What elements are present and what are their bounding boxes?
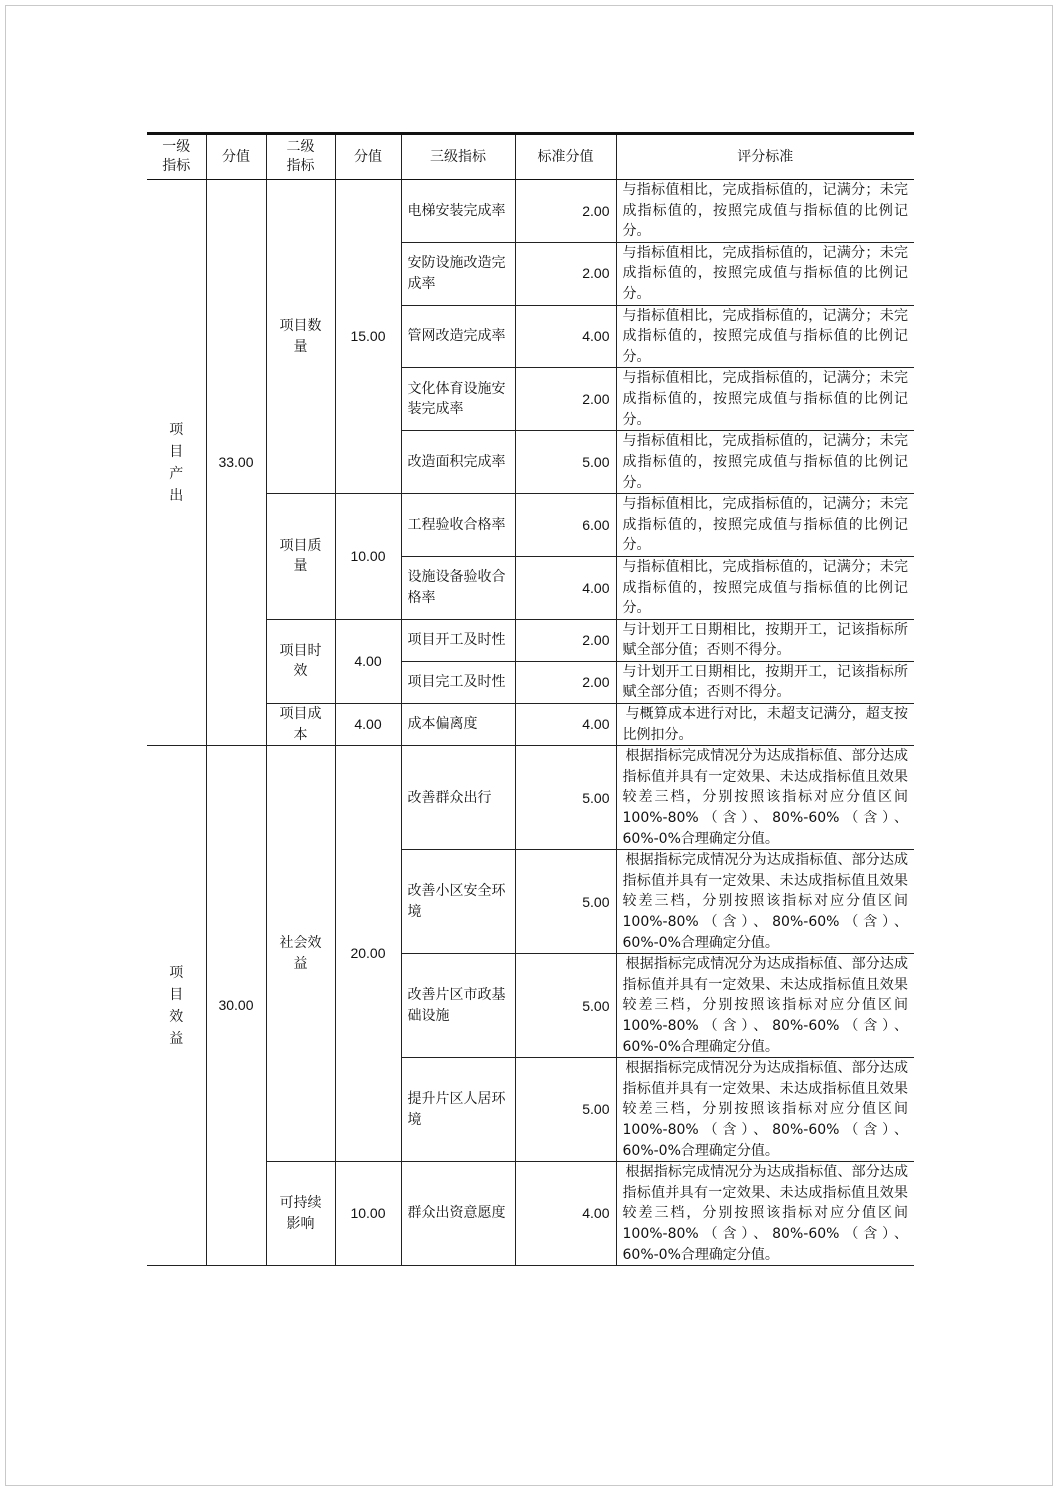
level3-name: 群众出资意愿度 bbox=[401, 1162, 515, 1266]
level2-cell: 可持续影响 bbox=[266, 1162, 335, 1266]
criteria-text: 与指标值相比，完成指标值的，记满分；未完成指标值的，按照完成值与指标值的比例记分。 bbox=[616, 180, 914, 243]
standard-score: 4.00 bbox=[515, 1162, 616, 1266]
level2-cell: 项目数量 bbox=[266, 180, 335, 494]
standard-score: 5.00 bbox=[515, 746, 616, 850]
header-level3: 三级指标 bbox=[401, 134, 515, 180]
level2-cell: 社会效益 bbox=[266, 746, 335, 1162]
level3-name: 改善片区市政基础设施 bbox=[401, 954, 515, 1058]
standard-score: 4.00 bbox=[515, 704, 616, 746]
standard-score: 5.00 bbox=[515, 431, 616, 494]
table-row bbox=[147, 746, 914, 850]
level3-name: 改造面积完成率 bbox=[401, 431, 515, 494]
criteria-text: 根据指标完成情况分为达成指标值、部分达成指标值并具有一定效果、未达成指标值且效果较差三档，分别按照该指标对应分值区间 100%-80%（含）、80%-60%（含）、60%-0%合理确定分值。 bbox=[616, 954, 914, 1058]
level3-name: 成本偏离度 bbox=[401, 704, 515, 746]
header-level2-score: 分值 bbox=[335, 134, 401, 180]
level3-name: 工程验收合格率 bbox=[401, 494, 515, 557]
header-row bbox=[147, 134, 914, 180]
standard-score: 6.00 bbox=[515, 494, 616, 557]
level2-cell: 项目成本 bbox=[266, 704, 335, 746]
level3-name: 设施设备验收合格率 bbox=[401, 556, 515, 619]
criteria-text: 与计划开工日期相比，按期开工，记该指标所赋全部分值；否则不得分。 bbox=[616, 661, 914, 703]
level2-cell: 项目质量 bbox=[266, 494, 335, 620]
header-standard-score: 标准分值 bbox=[515, 134, 616, 180]
level2-score-cell: 4.00 bbox=[335, 619, 401, 703]
header-criteria: 评分标准 bbox=[616, 134, 914, 180]
criteria-text: 与指标值相比，完成指标值的，记满分；未完成指标值的，按照完成值与指标值的比例记分。 bbox=[616, 494, 914, 557]
criteria-text: 与指标值相比，完成指标值的，记满分；未完成指标值的，按照完成值与指标值的比例记分。 bbox=[616, 305, 914, 368]
table-row bbox=[147, 180, 914, 243]
level1-cell: 项目产出 bbox=[147, 180, 206, 746]
level2-score-cell: 15.00 bbox=[335, 180, 401, 494]
criteria-text: 根据指标完成情况分为达成指标值、部分达成指标值并具有一定效果、未达成指标值且效果较差三档，分别按照该指标对应分值区间 100%-80%（含）、80%-60%（含）、60%-0%合理确定分值。 bbox=[616, 746, 914, 850]
level1-score-cell: 33.00 bbox=[206, 180, 266, 746]
scoring-table bbox=[147, 132, 914, 1266]
standard-score: 2.00 bbox=[515, 661, 616, 703]
standard-score: 5.00 bbox=[515, 954, 616, 1058]
criteria-text: 根据指标完成情况分为达成指标值、部分达成指标值并具有一定效果、未达成指标值且效果较差三档，分别按照该指标对应分值区间 100%-80%（含）、80%-60%（含）、60%-0%合理确定分值。 bbox=[616, 850, 914, 954]
criteria-text: 与概算成本进行对比，未超支记满分，超支按比例扣分。 bbox=[616, 704, 914, 746]
standard-score: 4.00 bbox=[515, 556, 616, 619]
criteria-text: 根据指标完成情况分为达成指标值、部分达成指标值并具有一定效果、未达成指标值且效果较差三档，分别按照该指标对应分值区间 100%-80%（含）、80%-60%（含）、60%-0%合理确定分值。 bbox=[616, 1058, 914, 1162]
level3-name: 改善小区安全环境 bbox=[401, 850, 515, 954]
header-level1: 一级指标 bbox=[147, 134, 206, 180]
criteria-text: 与计划开工日期相比，按期开工，记该指标所赋全部分值；否则不得分。 bbox=[616, 619, 914, 661]
standard-score: 2.00 bbox=[515, 368, 616, 431]
header-level2: 二级指标 bbox=[266, 134, 335, 180]
criteria-text: 与指标值相比，完成指标值的，记满分；未完成指标值的，按照完成值与指标值的比例记分。 bbox=[616, 242, 914, 305]
criteria-text: 与指标值相比，完成指标值的，记满分；未完成指标值的，按照完成值与指标值的比例记分。 bbox=[616, 556, 914, 619]
criteria-text: 与指标值相比，完成指标值的，记满分；未完成指标值的，按照完成值与指标值的比例记分。 bbox=[616, 431, 914, 494]
standard-score: 4.00 bbox=[515, 305, 616, 368]
level3-name: 改善群众出行 bbox=[401, 746, 515, 850]
level3-name: 管网改造完成率 bbox=[401, 305, 515, 368]
level3-name: 安防设施改造完成率 bbox=[401, 242, 515, 305]
standard-score: 2.00 bbox=[515, 242, 616, 305]
level3-name: 项目完工及时性 bbox=[401, 661, 515, 703]
level2-cell: 项目时效 bbox=[266, 619, 335, 703]
header-level1-score: 分值 bbox=[206, 134, 266, 180]
standard-score: 2.00 bbox=[515, 619, 616, 661]
standard-score: 5.00 bbox=[515, 850, 616, 954]
level2-score-cell: 20.00 bbox=[335, 746, 401, 1162]
level3-name: 电梯安装完成率 bbox=[401, 180, 515, 243]
criteria-text: 根据指标完成情况分为达成指标值、部分达成指标值并具有一定效果、未达成指标值且效果较差三档，分别按照该指标对应分值区间 100%-80%（含）、80%-60%（含）、60%-0%合理确定分值。 bbox=[616, 1162, 914, 1266]
standard-score: 2.00 bbox=[515, 180, 616, 243]
level1-score-cell: 30.00 bbox=[206, 746, 266, 1266]
standard-score: 5.00 bbox=[515, 1058, 616, 1162]
criteria-text: 与指标值相比，完成指标值的，记满分；未完成指标值的，按照完成值与指标值的比例记分。 bbox=[616, 368, 914, 431]
level3-name: 项目开工及时性 bbox=[401, 619, 515, 661]
level1-cell: 项目效益 bbox=[147, 746, 206, 1266]
level2-score-cell: 10.00 bbox=[335, 494, 401, 620]
level3-name: 文化体育设施安装完成率 bbox=[401, 368, 515, 431]
level3-name: 提升片区人居环境 bbox=[401, 1058, 515, 1162]
level2-score-cell: 10.00 bbox=[335, 1162, 401, 1266]
level2-score-cell: 4.00 bbox=[335, 704, 401, 746]
